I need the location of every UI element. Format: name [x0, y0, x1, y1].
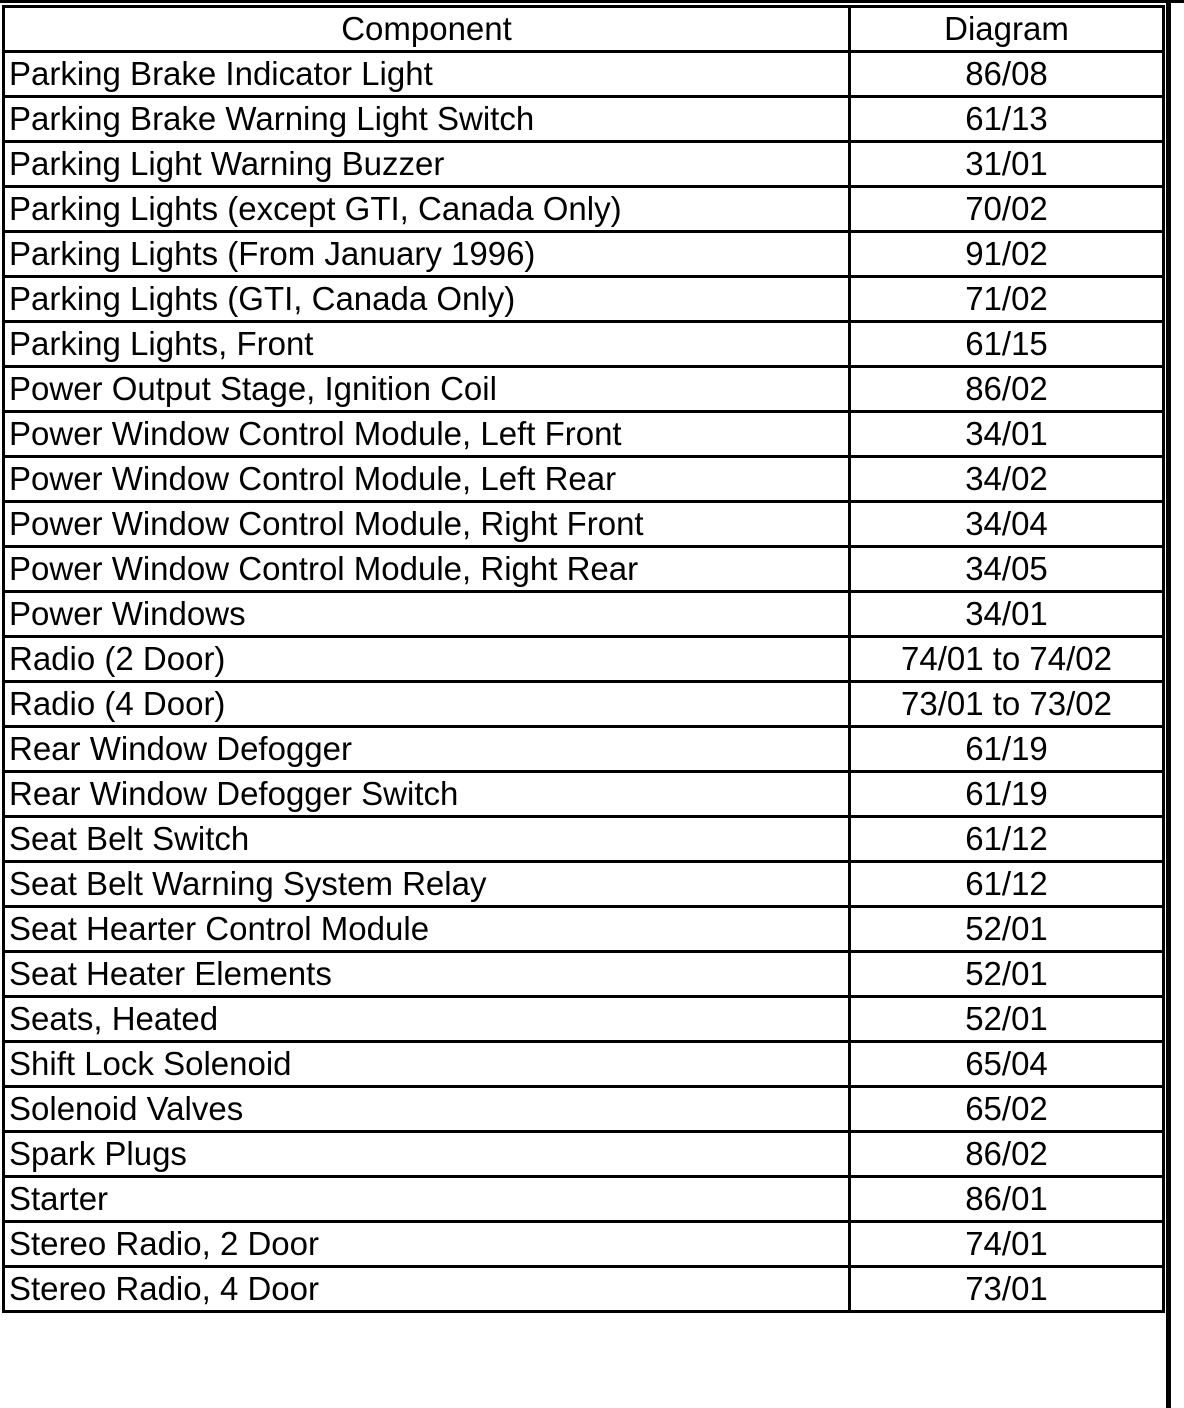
- diagram-cell: 74/01 to 74/02: [850, 637, 1164, 682]
- diagram-cell: 86/01: [850, 1177, 1164, 1222]
- table-row: [4, 1177, 1164, 1222]
- component-cell: Parking Lights, Front: [4, 322, 850, 367]
- component-cell: Power Windows: [4, 592, 850, 637]
- component-cell: Stereo Radio, 2 Door: [4, 1222, 850, 1267]
- table-row: [4, 1222, 1164, 1267]
- diagram-cell: 86/02: [850, 1132, 1164, 1177]
- table-row: [4, 187, 1164, 232]
- diagram-cell: 71/02: [850, 277, 1164, 322]
- table-row: [4, 97, 1164, 142]
- component-cell: Seat Heater Elements: [4, 952, 850, 997]
- diagram-cell: 91/02: [850, 232, 1164, 277]
- diagram-cell: 34/02: [850, 457, 1164, 502]
- component-cell: Parking Lights (except GTI, Canada Only): [4, 187, 850, 232]
- diagram-cell: 61/13: [850, 97, 1164, 142]
- component-cell: Seats, Heated: [4, 997, 850, 1042]
- diagram-cell: 31/01: [850, 142, 1164, 187]
- table-row: [4, 592, 1164, 637]
- component-cell: Power Window Control Module, Left Rear: [4, 457, 850, 502]
- table-row: [4, 1132, 1164, 1177]
- component-column-header: Component: [4, 7, 850, 52]
- diagram-cell: 61/19: [850, 772, 1164, 817]
- table-row: [4, 457, 1164, 502]
- table-row: [4, 727, 1164, 772]
- component-cell: Solenoid Valves: [4, 1087, 850, 1132]
- component-cell: Seat Belt Warning System Relay: [4, 862, 850, 907]
- diagram-cell: 86/02: [850, 367, 1164, 412]
- diagram-column-header: Diagram: [850, 7, 1164, 52]
- diagram-cell: 74/01: [850, 1222, 1164, 1267]
- diagram-cell: 73/01 to 73/02: [850, 682, 1164, 727]
- table-row: [4, 1042, 1164, 1087]
- table-row: [4, 232, 1164, 277]
- diagram-cell: 61/15: [850, 322, 1164, 367]
- diagram-cell: 70/02: [850, 187, 1164, 232]
- component-cell: Parking Brake Indicator Light: [4, 52, 850, 97]
- diagram-cell: 34/04: [850, 502, 1164, 547]
- component-cell: Seat Hearter Control Module: [4, 907, 850, 952]
- component-cell: Shift Lock Solenoid: [4, 1042, 850, 1087]
- component-cell: Stereo Radio, 4 Door: [4, 1267, 850, 1312]
- table-row: [4, 322, 1164, 367]
- table-row: [4, 547, 1164, 592]
- component-cell: Radio (2 Door): [4, 637, 850, 682]
- component-cell: Power Output Stage, Ignition Coil: [4, 367, 850, 412]
- component-cell: Seat Belt Switch: [4, 817, 850, 862]
- header-row: [4, 7, 1164, 52]
- component-cell: Rear Window Defogger: [4, 727, 850, 772]
- diagram-cell: 34/01: [850, 592, 1164, 637]
- diagram-cell: 61/12: [850, 817, 1164, 862]
- component-diagram-table: [2, 5, 1165, 1313]
- diagram-cell: 34/01: [850, 412, 1164, 457]
- diagram-cell: 61/12: [850, 862, 1164, 907]
- table-row: [4, 637, 1164, 682]
- diagram-cell: 52/01: [850, 907, 1164, 952]
- top-border-line: [0, 0, 1184, 3]
- diagram-cell: 52/01: [850, 997, 1164, 1042]
- table-row: [4, 412, 1164, 457]
- diagram-cell: 61/19: [850, 727, 1164, 772]
- component-cell: Power Window Control Module, Left Front: [4, 412, 850, 457]
- component-cell: Radio (4 Door): [4, 682, 850, 727]
- component-cell: Rear Window Defogger Switch: [4, 772, 850, 817]
- table-row: [4, 862, 1164, 907]
- component-cell: Power Window Control Module, Right Front: [4, 502, 850, 547]
- diagram-cell: 73/01: [850, 1267, 1164, 1312]
- table-row: [4, 1267, 1164, 1312]
- right-border-line: [1166, 0, 1171, 1408]
- table-row: [4, 817, 1164, 862]
- table-row: [4, 277, 1164, 322]
- table-row: [4, 997, 1164, 1042]
- table-row: [4, 952, 1164, 997]
- table-body: [4, 52, 1164, 1312]
- table-row: [4, 52, 1164, 97]
- table-row: [4, 907, 1164, 952]
- diagram-cell: 65/04: [850, 1042, 1164, 1087]
- table-row: [4, 1087, 1164, 1132]
- component-cell: Parking Lights (GTI, Canada Only): [4, 277, 850, 322]
- component-cell: Power Window Control Module, Right Rear: [4, 547, 850, 592]
- diagram-cell: 52/01: [850, 952, 1164, 997]
- table-row: [4, 142, 1164, 187]
- component-cell: Spark Plugs: [4, 1132, 850, 1177]
- component-cell: Starter: [4, 1177, 850, 1222]
- table-row: [4, 502, 1164, 547]
- diagram-cell: 86/08: [850, 52, 1164, 97]
- component-cell: Parking Lights (From January 1996): [4, 232, 850, 277]
- table-row: [4, 772, 1164, 817]
- diagram-cell: 65/02: [850, 1087, 1164, 1132]
- diagram-cell: 34/05: [850, 547, 1164, 592]
- component-cell: Parking Light Warning Buzzer: [4, 142, 850, 187]
- component-cell: Parking Brake Warning Light Switch: [4, 97, 850, 142]
- table-row: [4, 682, 1164, 727]
- table-row: [4, 367, 1164, 412]
